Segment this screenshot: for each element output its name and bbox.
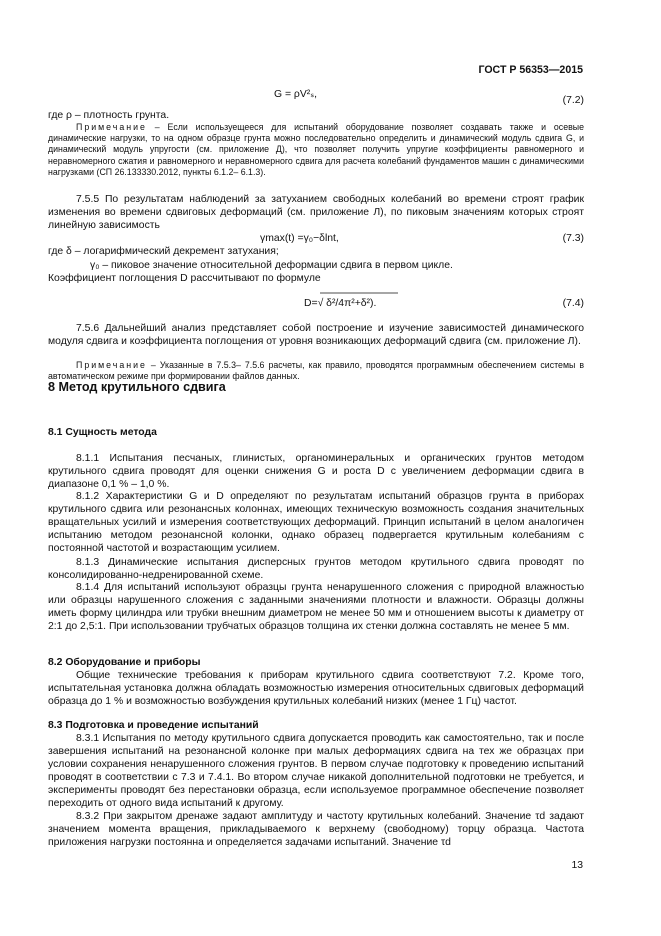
paragraph-8-1-4: 8.1.4 Для испытаний используют образцы грунта ненарушенного сложения с природной влажностью или образцы нарушенного сложения с заданными значениями плотности и влажности. Образцы должны иметь форму цилиндра или трубки внешним диаметром не менее 50 мм и отношением высоты к диаметру от 2:1 до 2,5:1. При использовании трубчатых образцов толщина их стенки должна составлять не менее 5 мм. <box>48 582 584 633</box>
note-block-1 <box>48 122 584 178</box>
paragraph-8-1-2: 8.1.2 Характеристики G и D определяют по результатам испытаний образцов грунта в приборах крутильного сдвига или резонансных колоннах, имеющих техническую возможность создания значительных вращательных усилий и измерения соответствующих деформаций. Принцип испытаний в целом аналогичен испытанию методом резонансной колонки, однако образец подвергается крутильным колебаниям с постоянной частотой и возрастающим усилием. <box>48 491 584 555</box>
equation-number: (7.4) <box>562 298 584 309</box>
equation-formula: G = ρV²ₛ, <box>274 89 317 100</box>
paragraph-7-5-5: 7.5.5 По результатам наблюдений за затуханием свободных колебаний во времени строят график изменения во времени сдвиговых деформаций (см. приложение Л), по пиковым значениям которых строят линейную зависимость <box>48 194 584 232</box>
delta-definition: где δ – логарифмический декремент затухания; <box>48 246 279 257</box>
paragraph-8-3-1: 8.3.1 Испытания по методу крутильного сдвига допускается проводить как самостоятельно, так и после завершения испытаний на резонансной колонке при малых деформациях сдвига на тех же образцах при условии сохранения ненарушенного сложения грунтов. В первом случае подготовку к проведению испытаний проводят в соответствии с 7.3 и 7.4.1. Во втором случае никакой дополнительной подготовки не требуется, и эксперименты проводят без перестановки образца, если используемое программное обеспечение позволяет переходить от одного вида испытаний к другому. <box>48 733 584 810</box>
note-label: Примечание <box>76 122 147 132</box>
equation-number: (7.3) <box>562 233 584 244</box>
page-number: 13 <box>571 860 583 871</box>
note-label: Примечание <box>76 360 147 370</box>
paragraph-8-1-3: 8.1.3 Динамические испытания дисперсных грунтов методом крутильного сдвига проводят по консолидированно-недренированной схеме. <box>48 557 584 582</box>
note-text: – Указанные в 7.5.3– 7.5.6 расчеты, как правило, проводятся программным обеспечением системы в автоматическом режиме при формировании файлов данных. <box>48 360 584 382</box>
subsection-8-3-heading: 8.3 Подготовка и проведение испытаний <box>48 720 259 731</box>
subsection-8-2-heading: 8.2 Оборудование и приборы <box>48 657 201 668</box>
note-text: – Если используещееся для испытаний оборудование позволяет создавать также и осевые динамические нагрузки, то на одном образце грунта можно последовательно определить и динамический модуль сдвига G, и динамический модуль упругости (см. приложение Д), что позволяет получить упругие коэффициенты равномерного и неравномерного сжатия и равномерного и неравномерного сдвига для расчета колебаний фундаментов машин с динамическими нагрузками (СП 26.133330.2012, пункты 6.1.2– 6.1.3). <box>48 122 584 177</box>
radical-overline <box>320 292 400 298</box>
equation-7-2 <box>48 88 584 106</box>
gamma0-definition: γ₀ – пиковое значение относительной деформации сдвига в первом цикле. <box>90 260 453 271</box>
paragraph-8-2: Общие технические требования к приборам крутильного сдвига соответствуют 7.2. Кроме того, испытательная установка должна обладать возможностью измерения относительных сдвиговых деформаций образца до 1 % и возможностью возбуждения крутильных колебаний низких (менее 1 Гц) частот. <box>48 670 584 708</box>
section-8-heading: 8 Метод крутильного сдвига <box>48 380 226 394</box>
rho-definition: где ρ – плотность грунта. <box>48 110 170 121</box>
equation-7-3 <box>48 232 584 246</box>
paragraph-7-5-6: 7.5.6 Дальнейший анализ представляет собой построение и изучение зависимостей динамического модуля сдвига и коэффициента поглощения от уровня возникающих деформаций сдвига (см. приложение Л). <box>48 323 584 348</box>
subsection-8-1-heading: 8.1 Сущность метода <box>48 427 157 438</box>
coefficient-d-intro: Коэффициент поглощения D рассчитывают по формуле <box>48 273 321 284</box>
equation-7-4 <box>48 297 584 311</box>
paragraph-8-3-2: 8.3.2 При закрытом дренаже задают амплитуду и частоту крутильных колебаний. Значение τd задают значением момента вращения, прикладываемого к верхнему (свободному) торцу образца. Частота приложения нагрузки постоянна и определяется задачами испытаний. Значение τd <box>48 811 584 849</box>
equation-number: (7.2) <box>562 95 584 106</box>
equation-formula: γmax(t) =γ₀−δlnt, <box>260 233 339 244</box>
paragraph-8-1-1: 8.1.1 Испытания песчаных, глинистых, органоминеральных и органических грунтов методом крутильного сдвига проводят для оценки снижения G и роста D с увеличением деформации сдвига в диапазоне 0,1 % – 1,0 %. <box>48 453 584 491</box>
document-code: ГОСТ Р 56353—2015 <box>478 64 583 76</box>
equation-formula: D=√ δ²/4π²+δ²). <box>304 298 377 309</box>
